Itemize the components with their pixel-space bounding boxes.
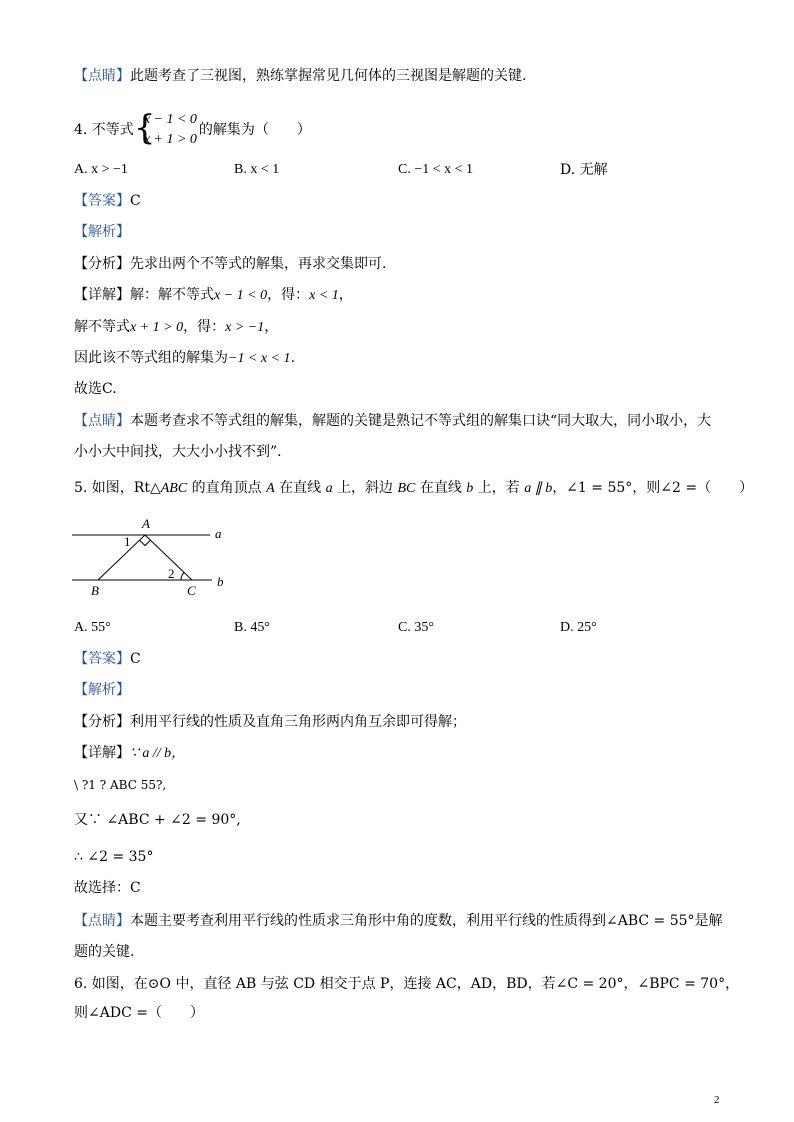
q5-line-you: 又∵ ∠ABC + ∠2 = 90°,: [74, 812, 241, 828]
q4-option-c: C. −1 < x < 1: [398, 162, 474, 177]
dianjing-text: 此题考查了三视图，熟练掌握常见几何体的三视图是解题的关键.: [130, 68, 527, 84]
answer-value: C: [130, 193, 141, 209]
period: .: [290, 350, 296, 366]
analysis-tag: 【解析】: [74, 682, 130, 698]
q5-parallel: a ∥ b: [524, 481, 553, 496]
side-ab: [98, 535, 145, 580]
q5-option-c: C. 35°: [398, 620, 434, 635]
q5-option-d: D. 25°: [560, 620, 597, 635]
xiangjie-text: ∵ a // b，: [130, 746, 186, 761]
line3-math-b: −1 < x < 1: [228, 351, 291, 366]
q5-stem-d: 上，斜边: [332, 480, 398, 496]
system-row-2: x + 1 > 0: [143, 132, 197, 147]
q5-stem-g: ，∠1 = 55°，则∠2 =（ ）: [552, 480, 754, 496]
fenxi-tag: 【分析】: [74, 714, 130, 730]
dianjing-tag: 【点睛】: [74, 913, 130, 929]
fenxi-text: 先求出两个不等式的解集，再求交集即可.: [130, 256, 387, 272]
label-a: a: [215, 526, 222, 541]
dianjing-tag: 【点睛】: [74, 413, 130, 429]
q5-stem-c: 在直线: [274, 480, 326, 496]
label-b: b: [217, 574, 224, 589]
q5-analysis: [74, 680, 130, 700]
question-4-stem: [74, 110, 311, 150]
q5-line-b: b: [466, 481, 474, 496]
xiangjie-tag: 【详解】: [74, 287, 130, 303]
q5-xiangjie: [74, 743, 185, 764]
xiangjie-text-c: ，得：: [267, 287, 310, 303]
q4-analysis: [74, 222, 130, 242]
q5-triangle-name: ABC: [160, 481, 188, 496]
q5-fenxi: [74, 712, 466, 732]
analysis-tag: 【解析】: [74, 224, 130, 240]
brace-icon: {: [133, 108, 156, 148]
q5-answer: [74, 649, 141, 669]
dianjing-text-1: 本题主要考查利用平行线的性质求三角形中角的度数，利用平行线的性质得到∠ABC = 55°是解: [130, 913, 723, 929]
q5-stem-a: 5. 如图，Rt△: [74, 480, 161, 496]
q4-option-d: D. 无解: [560, 162, 608, 178]
q5-stem-f: 上，若: [473, 480, 525, 496]
right-angle-mark: [140, 540, 151, 545]
fenxi-tag: 【分析】: [74, 256, 130, 272]
q4-dianjing-2: 小小大中间找，大大小小找不到”．: [74, 444, 292, 460]
answer-tag: 【答案】: [74, 193, 130, 209]
question-6-line-2: 则∠ADC =（ ）: [74, 1005, 204, 1021]
inequality-system: [133, 108, 197, 150]
label-1: 1: [124, 534, 131, 549]
q5-stem-e: 在直线: [415, 480, 467, 496]
q4-xiangjie-3: [74, 348, 295, 369]
label-2: 2: [168, 566, 175, 581]
q4-answer: [74, 191, 141, 211]
line2-math-d: x > −1: [225, 320, 265, 335]
q4-fenxi: [74, 254, 386, 274]
q4-choose: 故选C.: [74, 381, 117, 397]
q4-option-b: B. x < 1: [234, 162, 280, 177]
line2-text-c: ，得：: [183, 319, 226, 335]
comma: ，: [264, 319, 279, 335]
q5-choose: 故选择：C: [74, 880, 141, 896]
parallel-lines-figure: [70, 514, 240, 604]
answer-tag: 【答案】: [74, 651, 130, 667]
dianjing-text-1: 本题考查求不等式组的解集，解题的关键是熟记不等式组的解集口诀“同大取大，同小取小，大: [130, 413, 712, 429]
q4-dianjing-1: [74, 411, 711, 431]
line3-text-a: 因此该不等式组的解集为: [74, 350, 228, 366]
dianjing-line-1: [74, 66, 526, 86]
q5-dianjing-2: 题的关键.: [74, 944, 135, 960]
q4-option-a: A. x > −1: [74, 162, 128, 177]
q5-option-a: A. 55°: [74, 620, 111, 635]
angle-2-arc: [181, 573, 184, 581]
label-C: C: [187, 583, 196, 598]
q5-line-so: ∴ ∠2 = 35°: [74, 849, 154, 865]
xiangjie-math-b: x − 1 < 0: [214, 288, 268, 303]
q5-stem-b: 的直角顶点: [187, 480, 267, 496]
comma: ，: [338, 287, 353, 303]
xiangjie-tag: 【详解】: [74, 745, 130, 761]
q4-xiangjie-1: [74, 285, 353, 306]
page-number: 2: [714, 1094, 720, 1106]
label-B: B: [91, 583, 99, 598]
line2-text-a: 解不等式: [74, 319, 130, 335]
q5-option-b: B. 45°: [234, 620, 270, 635]
q5-vertex-a: A: [266, 481, 275, 496]
xiangjie-math-d: x < 1: [309, 288, 339, 303]
answer-value: C: [130, 651, 141, 667]
q4-xiangjie-2: [74, 317, 278, 338]
q5-hypotenuse: BC: [397, 481, 416, 496]
system-row-1: x − 1 < 0: [143, 112, 197, 127]
dianjing-tag: 【点睛】: [74, 68, 130, 84]
q5-garbled-line: \ ?1 ? ABC 55?,: [74, 778, 167, 792]
q5-line-a: a: [325, 481, 333, 496]
q4-stem-post: 的解集为（ ）: [198, 122, 311, 138]
question-5-stem: [74, 478, 753, 499]
question-6-line-1: 6. 如图，在⊙O 中，直径 AB 与弦 CD 相交于点 P，连接 AC，AD，BD，若∠C = 20°，∠BPC = 70°，: [74, 976, 740, 992]
q4-stem-pre: 4. 不等式: [74, 122, 134, 138]
q5-dianjing-1: [74, 911, 723, 931]
label-A: A: [142, 516, 150, 531]
line2-math-b: x + 1 > 0: [130, 320, 184, 335]
xiangjie-text-a: 解：解不等式: [130, 287, 214, 303]
fenxi-text: 利用平行线的性质及直角三角形两内角互余即可得解；: [130, 714, 466, 730]
